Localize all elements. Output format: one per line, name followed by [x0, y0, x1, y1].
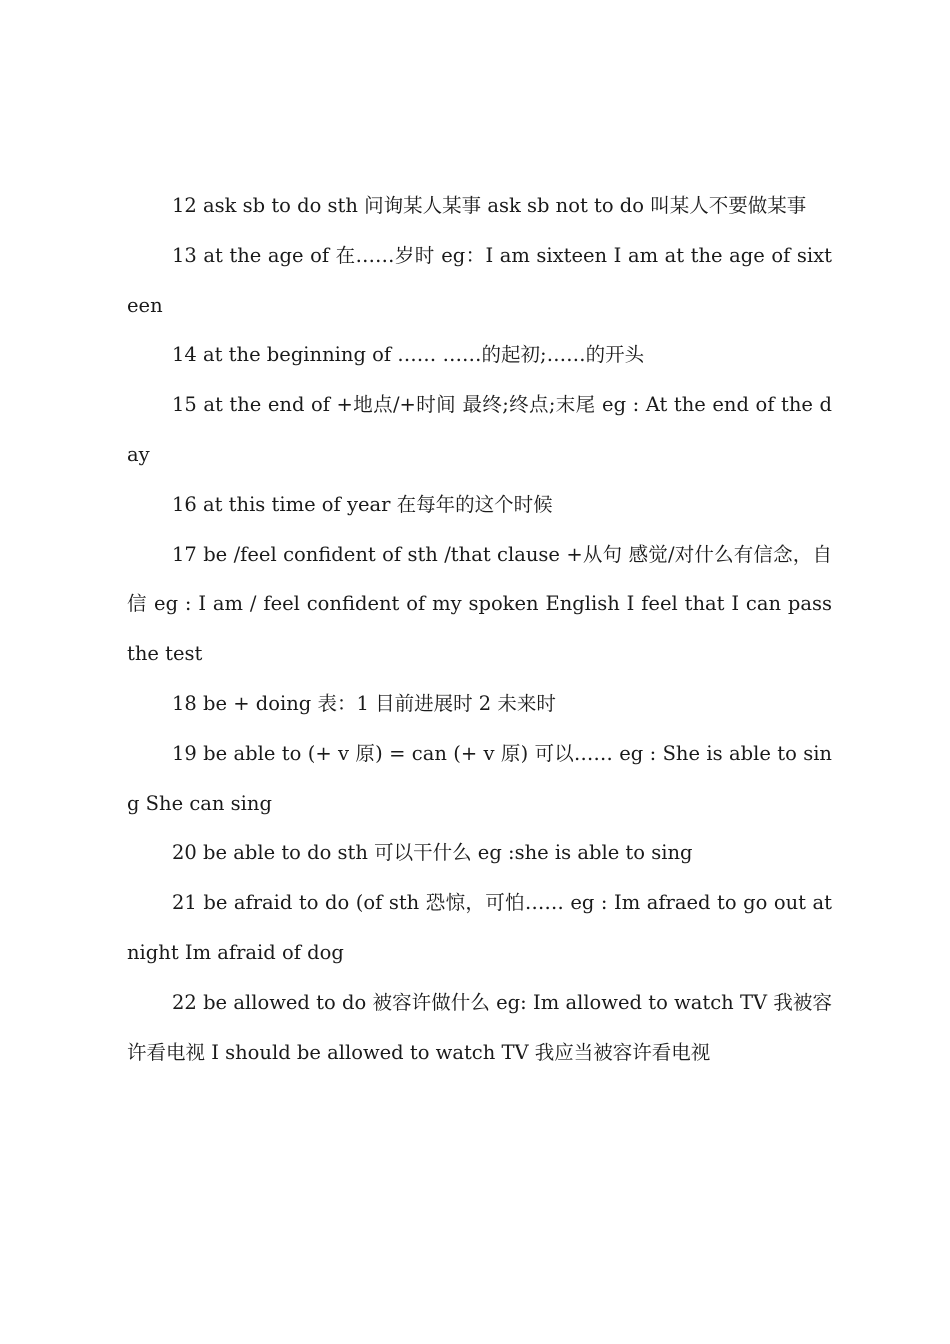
document-body	[127, 181, 832, 1077]
entry-20: 20 be able to do sth 可以干什么 eg :she is able to sing	[172, 841, 693, 865]
entry-13: 13 at the age of 在……岁时 eg：I am sixteen I am at the age of sixteen	[127, 243, 832, 317]
entry-19: 19 be able to (+ v 原) = can (+ v 原) 可以…… eg : She is able to sing She can sing	[127, 741, 832, 815]
entry-17: 17 be /feel confident of sth /that clause +从句 感觉/对什么有信念，自信 eg : I am / feel confident of my spoken English I feel that I can pass the test	[127, 542, 832, 666]
entry-16: 16 at this time of year 在每年的这个时候	[172, 492, 553, 516]
entry-21: 21 be afraid to do (of sth 恐惊，可怕…… eg : Im afraed to go out at night Im afraid of dog	[127, 891, 832, 964]
entry-15: 15 at the end of +地点/+时间 最终;终点;末尾 eg : At the end of the day	[127, 393, 832, 466]
entry-12: 12 ask sb to do sth 问询某人某事 ask sb not to do 叫某人不要做某事	[172, 194, 807, 217]
entry-14: 14 at the beginning of …… ……的起初;……的开头	[172, 343, 645, 367]
entry-22: 22 be allowed to do 被容许做什么 eg: Im allowed to watch TV 我被容许看电视 I should be allowed to watch TV 我应当被容许看电视	[127, 990, 832, 1064]
entry-18: 18 be + doing 表：1 目前进展时 2 未来时	[172, 691, 556, 715]
